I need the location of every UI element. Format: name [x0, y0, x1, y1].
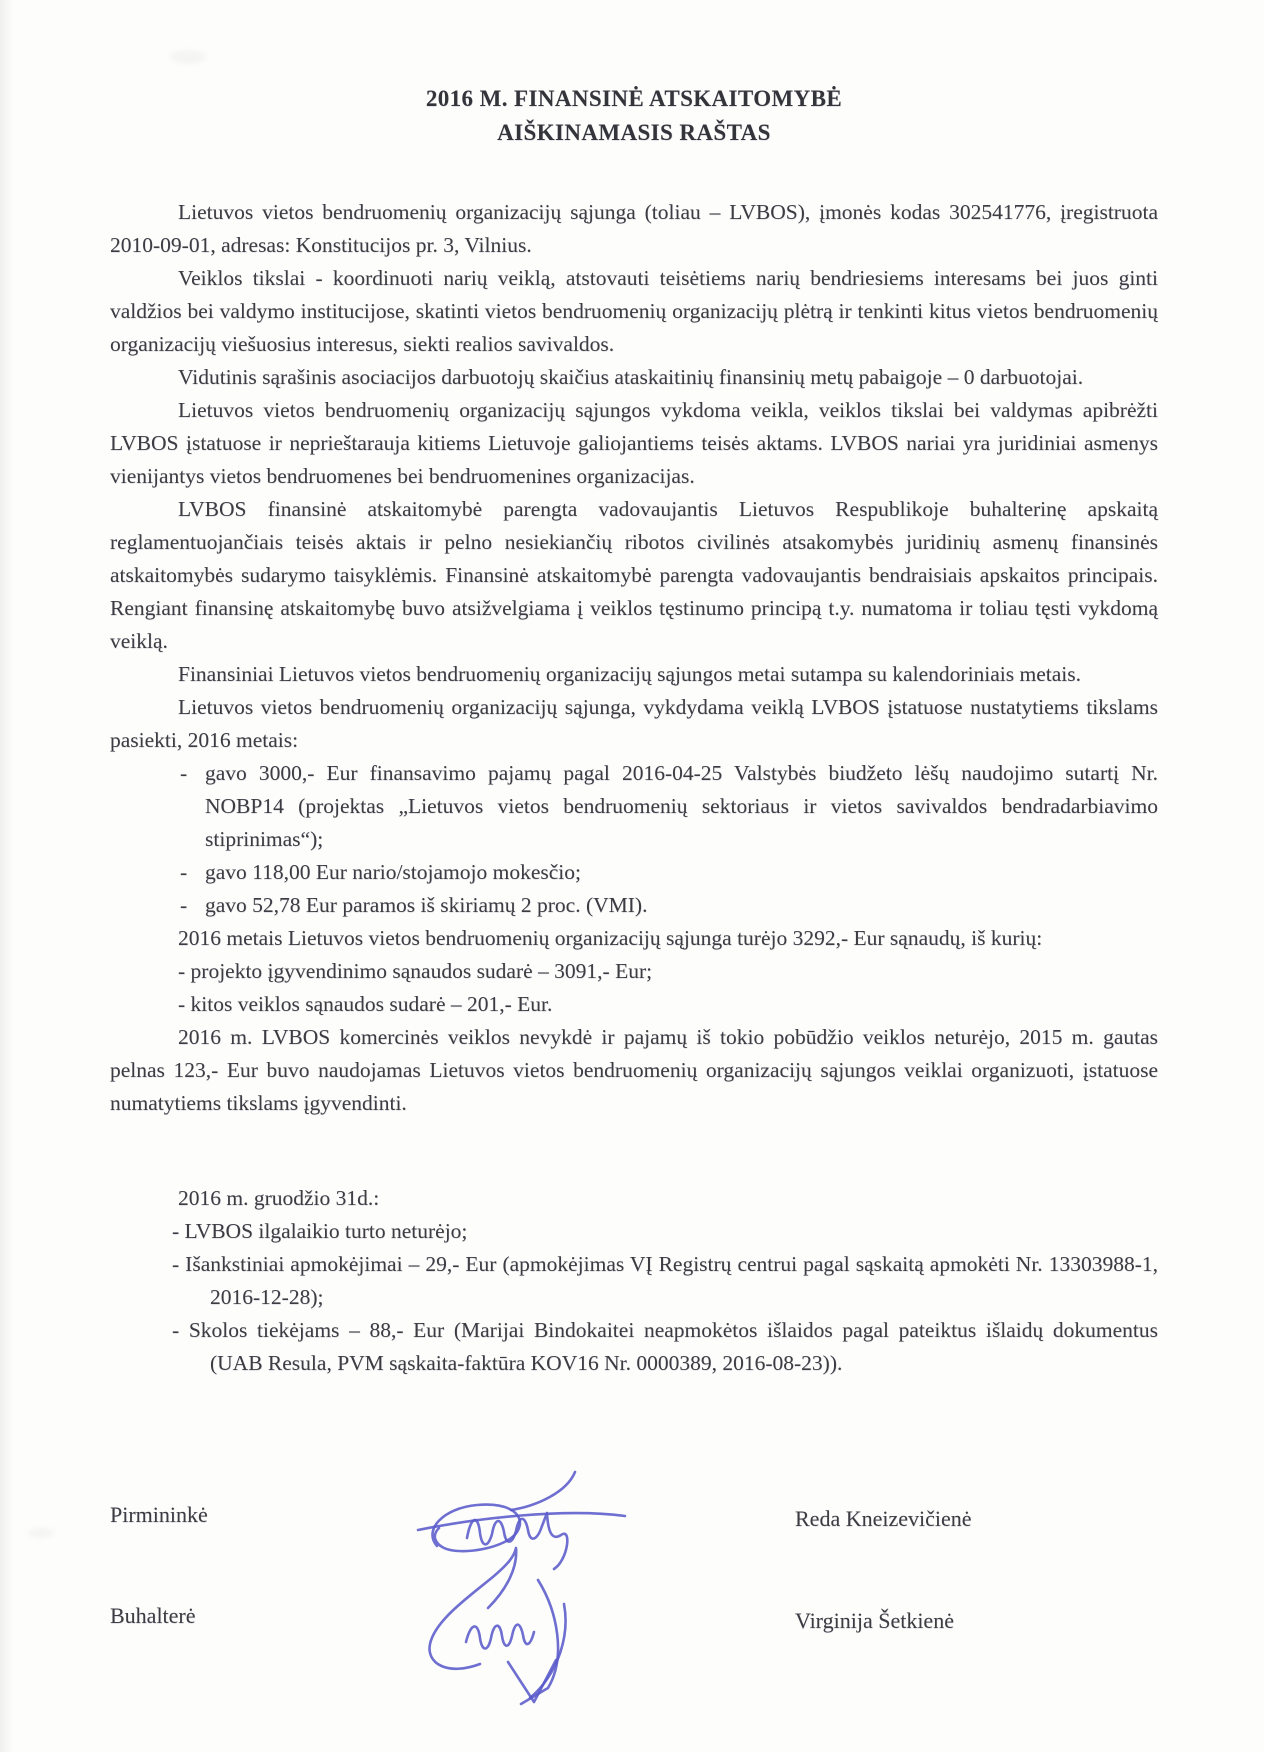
signature-role-accountant: Buhalterė: [110, 1603, 196, 1628]
signature-name-accountant: Virginija Šetkienė: [795, 1608, 954, 1633]
document-title: [110, 82, 1158, 150]
paragraph-commercial-activity: 2016 m. LVBOS komercinės veiklos nevykdė ir pajamų iš tokio pobūdžio veiklos neturėjo, 2015 m. gautas pelnas 123,- Eur buvo naudojamas Lietuvos vietos bendruomenių organizacijų sąjungos veiklai organizuoti, įstatuose numatytiems tikslams įgyvendinti.: [110, 1025, 1158, 1115]
list-item-text: gavo 3000,- Eur finansavimo pajamų pagal 2016-04-25 Valstybės biudžeto lėšų naudojimo sutartį Nr. NOBP14 (projektas „Lietuvos vietos bendruomenių sektoriaus ir vietos savivaldos bendradarbiavimo stiprinimas“);: [205, 761, 1158, 851]
dash-bullet: -: [180, 860, 188, 884]
dash-bullet: -: [180, 761, 188, 785]
list-item-revenue-1: [180, 757, 1158, 856]
title-line-2: AIŠKINAMASIS RAŠTAS: [497, 120, 771, 145]
handwritten-signature-accountant: [418, 1542, 613, 1710]
list-item-expense-2: - kitos veiklos sąnaudos sudarė – 201,- Eur.: [178, 992, 553, 1016]
paragraph-employee-count: Vidutinis sąrašinis asociacijos darbuotojų skaičius ataskaitinių finansinių metų pabaigoje – 0 darbuotojai.: [178, 365, 1084, 389]
list-item-yearend-1: - LVBOS ilgalaikio turto neturėjo;: [172, 1219, 468, 1243]
list-item-yearend-2: - Išankstiniai apmokėjimai – 29,- Eur (apmokėjimas VĮ Registrų centrui pagal sąskaitą apmokėti Nr. 13303988-1, 2016-12-28);: [172, 1252, 1158, 1309]
list-item-expense-1: - projekto įgyvendinimo sąnaudos sudarė – 3091,- Eur;: [178, 959, 653, 983]
list-item-text: gavo 52,78 Eur paramos iš skiriamų 2 proc. (VMI).: [205, 893, 648, 917]
paragraph-company-info: Lietuvos vietos bendruomenių organizacijų sąjunga (toliau – LVBOS), įmonės kodas 302541776, įregistruota 2010-09-01, adresas: Konstitucijos pr. 3, Vilnius.: [110, 200, 1158, 257]
list-item-text: gavo 118,00 Eur nario/stojamojo mokesčio;: [205, 860, 581, 884]
title-line-1: 2016 M. FINANSINĖ ATSKAITOMYBĖ: [425, 86, 843, 111]
paragraph-financial-year: Finansiniai Lietuvos vietos bendruomenių organizacijų sąjungos metai sutampa su kalendoriniais metais.: [178, 662, 1082, 686]
paragraph-expenses-intro: 2016 metais Lietuvos vietos bendruomenių organizacijų sąjunga turėjo 3292,- Eur sąnaudų, iš kurių:: [178, 926, 1043, 950]
list-item-yearend-3: - Skolos tiekėjams – 88,- Eur (Marijai Bindokaitei neapmokėtos išlaidos pagal pateiktus išlaidų dokumentus (UAB Resula, PVM sąskaita-faktūra KOV16 Nr. 0000389, 2016-08-23)).: [172, 1318, 1158, 1375]
list-item-revenue-2: [180, 856, 1158, 889]
scan-smudge: [28, 1528, 54, 1538]
paragraph-activity-goals: Veiklos tikslai - koordinuoti narių veiklą, atstovauti teisėtiems narių bendriesiems interesams bei juos ginti valdžios bei valdymo institucijose, skatinti vietos bendruomenių organizacijų plėtrą ir tenkinti kitus vietos bendruomenių organizacijų viešuosius interesus, siekti realios savivaldos.: [110, 266, 1158, 356]
paragraph-2016-intro: Lietuvos vietos bendruomenių organizacijų sąjunga, vykdydama veiklą LVBOS įstatuose nustatytiems tikslams pasiekti, 2016 metais:: [110, 695, 1158, 752]
signature-name-chairwoman: Reda Kneizevičienė: [795, 1506, 972, 1531]
dash-bullet: -: [180, 893, 188, 917]
paragraph-accounting-principles: LVBOS finansinė atskaitomybė parengta vadovaujantis Lietuvos Respublikoje buhalterinę apskaitą reglamentuojančiais teisės aktais ir pelno nesiekiančių ribotos civilinės atsakomybės juridinių asmenų finansinės atskaitomybės sudarymo taisyklėmis. Finansinė atskaitomybė parengta vadovaujantis bendraisiais apskaitos principais. Rengiant finansinę atskaitomybę buvo atsižvelgiama į veiklos tęstinumo principą t.y. numatoma ir toliau tęsti vykdomą veiklą.: [110, 497, 1158, 653]
list-item-revenue-3: [180, 889, 1158, 922]
paragraph-statutes: Lietuvos vietos bendruomenių organizacijų sąjungos vykdoma veikla, veiklos tikslai bei valdymas apibrėžti LVBOS įstatuose ir neprieštarauja kitiems Lietuvoje galiojantiems teisės aktams. LVBOS nariai yra juridiniai asmenys vienijantys vietos bendruomenes bei bendruomenines organizacijas.: [110, 398, 1158, 488]
yearend-heading: 2016 m. gruodžio 31d.:: [178, 1186, 380, 1210]
signature-role-chairwoman: Pirmininkė: [110, 1502, 208, 1527]
